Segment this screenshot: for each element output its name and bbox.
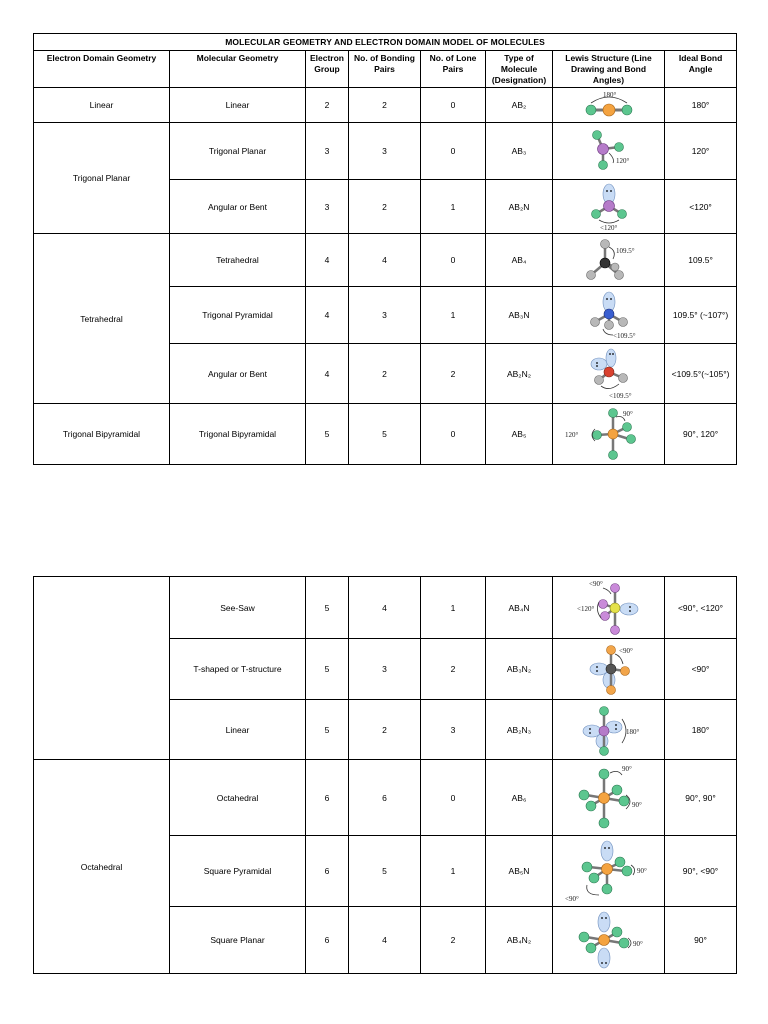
header-lone-pairs: No. of Lone Pairs <box>421 51 486 88</box>
electron-group-cell: 5 <box>306 577 349 639</box>
bond-angle-label: <90° <box>618 647 633 655</box>
electron-group-cell: 4 <box>306 234 349 287</box>
vsepr-table-part-2 <box>33 576 737 974</box>
bond-angle-cell: 180° <box>665 700 737 760</box>
electron-group-cell: 6 <box>306 836 349 907</box>
linear-molecule-diagram <box>569 89 649 121</box>
header-electron-group: Electron Group <box>306 51 349 88</box>
lone-pairs-cell: 1 <box>421 577 486 639</box>
electron-group-cell: 5 <box>306 404 349 465</box>
bonding-pairs-cell: 3 <box>349 287 421 344</box>
bonding-pairs-cell: 2 <box>349 700 421 760</box>
trigonal-pyramidal-diagram <box>569 289 649 341</box>
see-saw-diagram <box>559 578 659 638</box>
electron-domain-cell <box>34 577 170 760</box>
trigonal-planar-diagram <box>569 125 649 177</box>
table-row <box>34 88 737 123</box>
lone-pairs-cell: 0 <box>421 88 486 123</box>
molecule-type-cell: AB₃ <box>486 123 553 180</box>
bent-trigonal-diagram <box>569 182 649 232</box>
bonding-pairs-cell: 4 <box>349 907 421 974</box>
molecular-geometry-cell: Linear <box>170 88 306 123</box>
bond-angle-cell: <90°, <120° <box>665 577 737 639</box>
bond-angle-label-bottom: <90° <box>564 894 579 903</box>
header-electron-domain-geometry: Electron Domain Geometry <box>34 51 170 88</box>
lewis-structure-cell <box>553 836 665 907</box>
bonding-pairs-cell: 5 <box>349 404 421 465</box>
lewis-structure-cell <box>553 234 665 287</box>
molecule-type-cell: AB₂N₃ <box>486 700 553 760</box>
bonding-pairs-cell: 3 <box>349 123 421 180</box>
table-row <box>34 577 737 639</box>
linear-three-lone-pair-diagram <box>564 701 654 759</box>
bonding-pairs-cell: 4 <box>349 577 421 639</box>
bond-angle-label-equatorial: <120° <box>576 604 594 613</box>
lone-pairs-cell: 2 <box>421 344 486 404</box>
t-shaped-diagram <box>569 640 649 698</box>
lewis-structure-cell <box>553 88 665 123</box>
tetrahedral-diagram <box>569 235 649 285</box>
bond-angle-cell: <120° <box>665 180 737 234</box>
electron-group-cell: 2 <box>306 88 349 123</box>
bond-angle-cell: 90° <box>665 907 737 974</box>
table-row <box>34 404 737 465</box>
bonding-pairs-cell: 2 <box>349 180 421 234</box>
lewis-structure-cell <box>553 639 665 700</box>
molecule-type-cell: AB₅N <box>486 836 553 907</box>
bond-angle-label-axial: <90° <box>588 579 603 588</box>
molecule-type-cell: AB₄N <box>486 577 553 639</box>
molecule-type-cell: AB₃N₂ <box>486 639 553 700</box>
bond-angle-label: 90° <box>632 940 643 948</box>
lewis-structure-cell <box>553 287 665 344</box>
lone-pairs-cell: 1 <box>421 180 486 234</box>
lone-pairs-cell: 2 <box>421 639 486 700</box>
molecule-type-cell: AB₂ <box>486 88 553 123</box>
electron-domain-cell: Linear <box>34 88 170 123</box>
header-bonding-pairs: No. of Bonding Pairs <box>349 51 421 88</box>
lone-pairs-cell: 3 <box>421 700 486 760</box>
molecule-type-cell: AB₄N₂ <box>486 907 553 974</box>
electron-group-cell: 6 <box>306 760 349 836</box>
electron-domain-cell: Trigonal Bipyramidal <box>34 404 170 465</box>
bond-angle-cell: 120° <box>665 123 737 180</box>
lewis-structure-cell <box>553 404 665 465</box>
molecule-type-cell: AB₃N <box>486 287 553 344</box>
electron-group-cell: 4 <box>306 344 349 404</box>
electron-domain-cell: Trigonal Planar <box>34 123 170 234</box>
electron-group-cell: 4 <box>306 287 349 344</box>
bond-angle-cell: 90°, <90° <box>665 836 737 907</box>
lewis-structure-cell <box>553 760 665 836</box>
molecular-geometry-cell: Angular or Bent <box>170 180 306 234</box>
lewis-structure-cell <box>553 344 665 404</box>
bond-angle-cell: 109.5° (~107°) <box>665 287 737 344</box>
table-row <box>34 234 737 287</box>
header-molecule-type: Type of Molecule (Designation) <box>486 51 553 88</box>
lewis-structure-cell <box>553 180 665 234</box>
bond-angle-label: <109.5° <box>608 391 631 400</box>
lewis-structure-cell <box>553 577 665 639</box>
molecular-geometry-cell: Linear <box>170 700 306 760</box>
octahedral-diagram <box>564 761 654 835</box>
bond-angle-label: 109.5° <box>615 247 635 255</box>
electron-group-cell: 3 <box>306 123 349 180</box>
bonding-pairs-cell: 5 <box>349 836 421 907</box>
molecule-type-cell: AB₆ <box>486 760 553 836</box>
electron-domain-cell: Octahedral <box>34 760 170 974</box>
molecular-geometry-cell: See-Saw <box>170 577 306 639</box>
bonding-pairs-cell: 4 <box>349 234 421 287</box>
square-planar-diagram <box>564 908 654 972</box>
bond-angle-cell: <90° <box>665 639 737 700</box>
lone-pairs-cell: 1 <box>421 287 486 344</box>
lewis-structure-cell <box>553 700 665 760</box>
electron-group-cell: 5 <box>306 700 349 760</box>
header-molecular-geometry: Molecular Geometry <box>170 51 306 88</box>
molecular-geometry-cell: Angular or Bent <box>170 344 306 404</box>
molecule-type-cell: AB₂N₂ <box>486 344 553 404</box>
vsepr-table-part-1 <box>33 33 737 465</box>
table-row <box>34 123 737 180</box>
bond-angle-label: <120° <box>599 223 617 232</box>
molecule-type-cell: AB₄ <box>486 234 553 287</box>
header-lewis-structure: Lewis Structure (Line Drawing and Bond Angles) <box>553 51 665 88</box>
bond-angle-cell: 109.5° <box>665 234 737 287</box>
molecular-geometry-cell: Square Pyramidal <box>170 836 306 907</box>
bond-angle-cell: 180° <box>665 88 737 123</box>
lone-pairs-cell: 2 <box>421 907 486 974</box>
bond-angle-label: <109.5° <box>612 332 635 340</box>
bent-tetrahedral-diagram <box>569 346 649 402</box>
square-pyramidal-diagram <box>559 837 659 906</box>
bond-angle-cell: <109.5°(~105°) <box>665 344 737 404</box>
molecular-geometry-cell: Trigonal Pyramidal <box>170 287 306 344</box>
electron-group-cell: 3 <box>306 180 349 234</box>
bond-angle-label: 180° <box>602 91 616 99</box>
bond-angle-label-top: 90° <box>621 764 632 773</box>
bonding-pairs-cell: 3 <box>349 639 421 700</box>
lone-pairs-cell: 0 <box>421 760 486 836</box>
molecule-type-cell: AB₂N <box>486 180 553 234</box>
molecular-geometry-cell: Octahedral <box>170 760 306 836</box>
lewis-structure-cell <box>553 907 665 974</box>
table-title: MOLECULAR GEOMETRY AND ELECTRON DOMAIN MODEL OF MOLECULES <box>34 34 737 51</box>
lone-pairs-cell: 0 <box>421 123 486 180</box>
electron-domain-cell: Tetrahedral <box>34 234 170 404</box>
bond-angle-label-side: 90° <box>631 800 642 809</box>
molecular-geometry-cell: Tetrahedral <box>170 234 306 287</box>
molecular-geometry-cell: T-shaped or T-structure <box>170 639 306 700</box>
bond-angle-label: 120° <box>615 157 629 165</box>
bond-angle-cell: 90°, 120° <box>665 404 737 465</box>
molecular-geometry-cell: Square Planar <box>170 907 306 974</box>
lone-pairs-cell: 0 <box>421 234 486 287</box>
bond-angle-label-equatorial: 120° <box>564 431 578 439</box>
bonding-pairs-cell: 6 <box>349 760 421 836</box>
bonding-pairs-cell: 2 <box>349 344 421 404</box>
molecular-geometry-cell: Trigonal Bipyramidal <box>170 404 306 465</box>
lone-pairs-cell: 1 <box>421 836 486 907</box>
bond-angle-label: 180° <box>625 727 639 736</box>
lewis-structure-cell <box>553 123 665 180</box>
trigonal-bipyramidal-diagram <box>559 405 659 463</box>
bond-angle-cell: 90°, 90° <box>665 760 737 836</box>
bond-angle-label-right: 90° <box>636 866 647 875</box>
bonding-pairs-cell: 2 <box>349 88 421 123</box>
table-row <box>34 760 737 836</box>
molecular-geometry-cell: Trigonal Planar <box>170 123 306 180</box>
header-ideal-bond-angle: Ideal Bond Angle <box>665 51 737 88</box>
electron-group-cell: 5 <box>306 639 349 700</box>
lone-pairs-cell: 0 <box>421 404 486 465</box>
bond-angle-label-axial: 90° <box>622 410 633 418</box>
electron-group-cell: 6 <box>306 907 349 974</box>
molecule-type-cell: AB₅ <box>486 404 553 465</box>
